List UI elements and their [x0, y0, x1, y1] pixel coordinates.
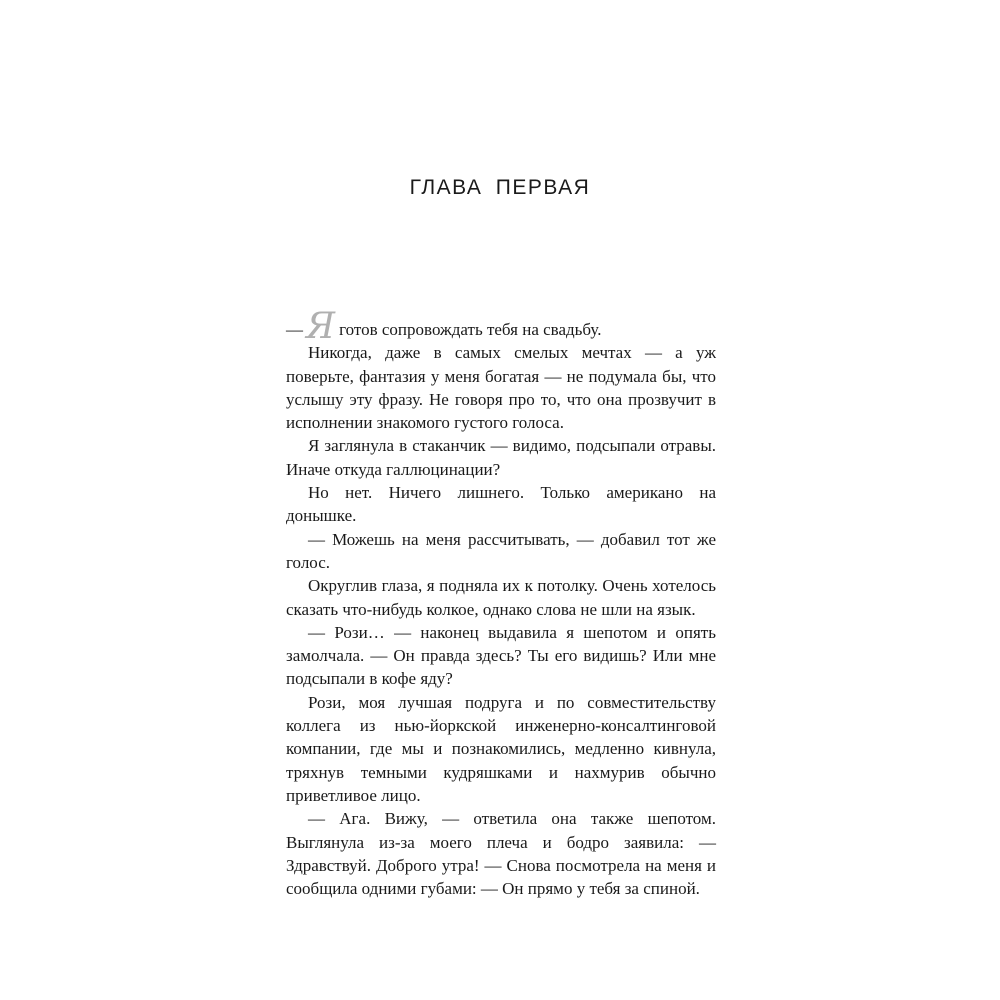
paragraph-5: — Можешь на меня рассчитывать, — добавил тот же голос. — [286, 529, 716, 572]
paragraph-3: Я заглянула в стаканчик — видимо, подсыпали отравы. Иначе откуда галлюцинации? — [286, 436, 716, 479]
paragraph-4: Но нет. Ничего лишнего. Только американо на донышке. — [286, 483, 716, 526]
body-text — [286, 306, 716, 900]
paragraph-9: — Ага. Вижу, — ответила она также шепотом. Выглянула из-за моего плеча и бодро заявила: — Здравствуй. Доброго утра! — Снова посмотрела на меня и сообщила одними губами: — Он прямо у тебя за спиной. — [286, 809, 716, 899]
paragraph-6: Округлив глаза, я подняла их к потолку. Очень хотелось сказать что-нибудь колкое, однако слова не шли на язык. — [286, 576, 716, 619]
paragraph-2: Никогда, даже в самых смелых мечтах — а уж поверьте, фантазия у меня богатая — не подумала бы, что услышу эту фразу. Не говоря про то, что она прозвучит в исполнении знакомого густого голоса. — [286, 343, 716, 433]
paragraph-1 — [286, 306, 716, 347]
drop-cap: Я — [306, 306, 336, 347]
paragraph-1-text: готов сопровождать тебя на свадьбу. — [339, 320, 602, 339]
chapter-title: ГЛАВА ПЕРВАЯ — [409, 176, 591, 199]
paragraph-8: Рози, моя лучшая подруга и по совместительству коллега из нью-йоркской инженерно-консалтинговой компании, где мы и познакомились, медленно кивнула, тряхнув темными кудряшками и нахмурив обычно приветливое лицо. — [286, 692, 716, 805]
paragraph-7: — Рози… — наконец выдавила я шепотом и опять замолчала. — Он правда здесь? Ты его видишь? Или мне подсыпали в кофе яду? — [286, 622, 716, 689]
opening-dash: — — [286, 320, 303, 339]
